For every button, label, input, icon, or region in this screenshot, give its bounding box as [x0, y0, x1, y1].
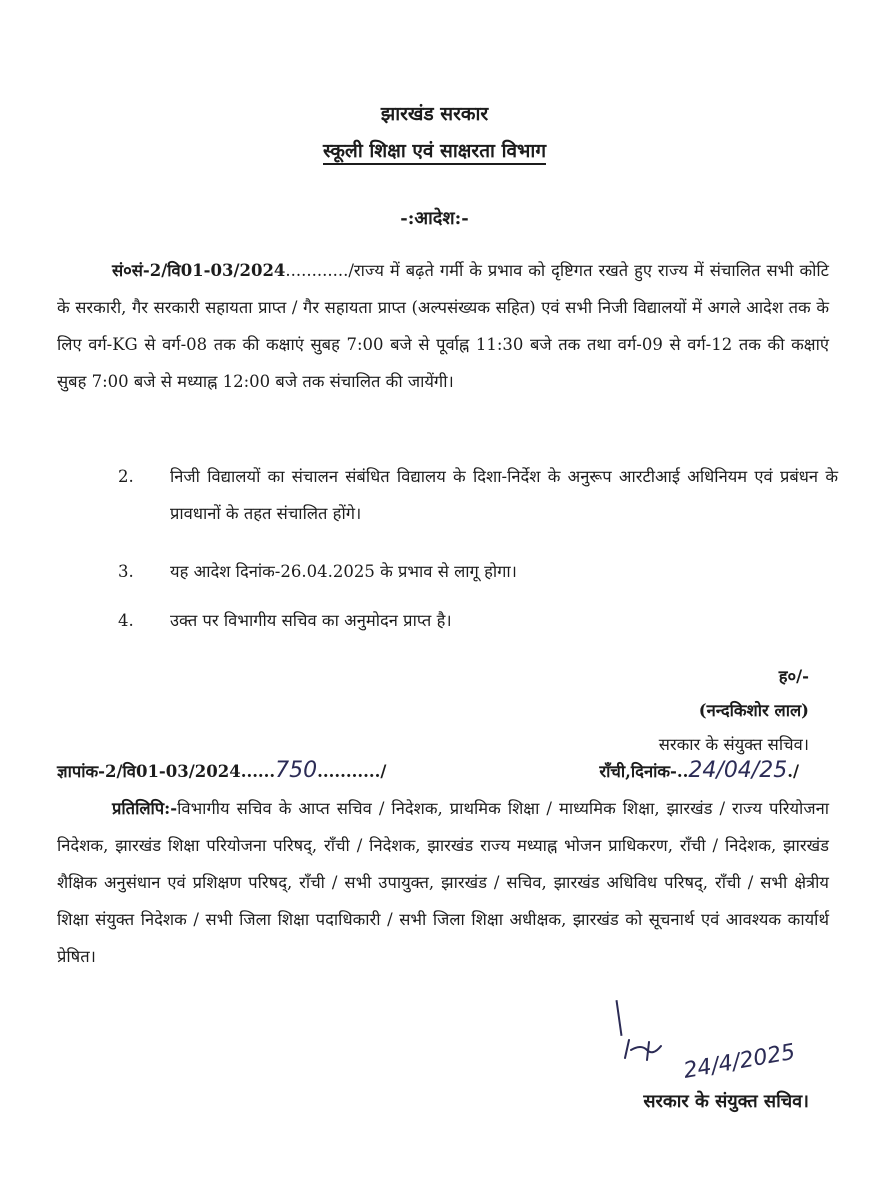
department-name: [0, 137, 869, 163]
item-text: निजी विद्यालयों का संचालन संबंधित विद्यालय के दिशा-निर्देश के अनुरूप आरटीआई अधिनियम एवं प्रबंधन के प्रावधानों के तहत संचालित होंगे।: [170, 467, 838, 523]
memo-place-date-prefix: राँची,दिनांक-: [599, 762, 677, 781]
copy-to-label: प्रतिलिपि:-: [112, 799, 178, 818]
memo-place-date: राँची,दिनांक-..24/04/25./: [599, 758, 799, 783]
order-paragraph-1-text: ............/राज्य में बढ़ते गर्मी के प्रभाव को दृष्टिगत रखते हुए राज्य में संचालित सभी कोटि के सरकारी, गैर सरकारी सहायता प्राप्त / गैर सहायता प्राप्त (अल्पसंख्यक सहित) एवं सभी निजी विद्यालयों में अगले आदेश तक के लिए वर्ग-KG से वर्ग-08 तक की कक्षाएं सुबह 7:00 बजे से पूर्वाह्न 11:30 बजे तक तथा वर्ग-09 से वर्ग-12 तक की कक्षाएं सुबह 7:00 बजे से मध्याह्न 12:00 बजे तक संचालित की जायेंगी।: [57, 261, 829, 391]
signatory-designation: सरकार के संयुक्त सचिव।: [658, 735, 809, 754]
item-text: यह आदेश दिनांक-26.04.2025 के प्रभाव से लागू होगा।: [170, 562, 517, 581]
order-heading: -:आदेश:-: [400, 208, 469, 229]
order-paragraph-1: [57, 252, 829, 400]
copy-to-paragraph: [57, 790, 829, 975]
order-reference-number: सं०सं-2/वि01-03/2024: [112, 261, 286, 280]
department-name-text: स्कूली शिक्षा एवं साक्षरता विभाग: [323, 140, 546, 165]
item-number: 2.: [118, 467, 134, 486]
memo-date-handwritten: 24/04/25: [688, 758, 788, 783]
handwritten-date: 24/4/2025: [681, 1039, 798, 1084]
item-number: 3.: [118, 562, 134, 581]
final-designation: सरकार के संयुक्त सचिव।: [643, 1091, 809, 1112]
memo-number-prefix: ज्ञापांक-2/वि01-03/2024: [57, 762, 241, 781]
copy-to-text: विभागीय सचिव के आप्त सचिव / निदेशक, प्राथमिक शिक्षा / माध्यमिक शिक्षा, झारखंड / राज्य परियोजना निदेशक, झारखंड शिक्षा परियोजना परिषद्, राँची / निदेशक, झारखंड राज्य मध्याह्न भोजन प्राधिकरण, राँची / निदेशक, झारखंड शैक्षिक अनुसंधान एवं प्रशिक्षण परिषद्, राँची / सभी उपायुक्त, झारखंड / सचिव, झारखंड अधिविध परिषद्, राँची / सभी क्षेत्रीय शिक्षा संयुक्त निदेशक / सभी जिला शिक्षा पदाधिकारी / सभी जिला शिक्षा अधीक्षक, झारखंड को सूचनार्थ एवं आवश्यक कार्यार्थ प्रेषित।: [57, 799, 829, 966]
item-text: उक्त पर विभागीय सचिव का अनुमोदन प्राप्त है।: [170, 611, 452, 630]
government-name: झारखंड सरकार: [380, 103, 489, 125]
signed-mark: ह०/-: [778, 667, 809, 686]
memo-number-handwritten: 750: [275, 758, 318, 783]
order-item-2: [118, 458, 838, 532]
signatory-name: (नन्दकिशोर लाल): [698, 701, 809, 720]
handwritten-initials-signature: [605, 1020, 835, 1090]
order-item-4: [118, 602, 838, 639]
memo-number: ज्ञापांक-2/वि01-03/2024......750.........../: [57, 758, 387, 783]
memo-line: [57, 758, 829, 788]
order-item-3: [118, 553, 838, 590]
item-number: 4.: [118, 611, 134, 630]
